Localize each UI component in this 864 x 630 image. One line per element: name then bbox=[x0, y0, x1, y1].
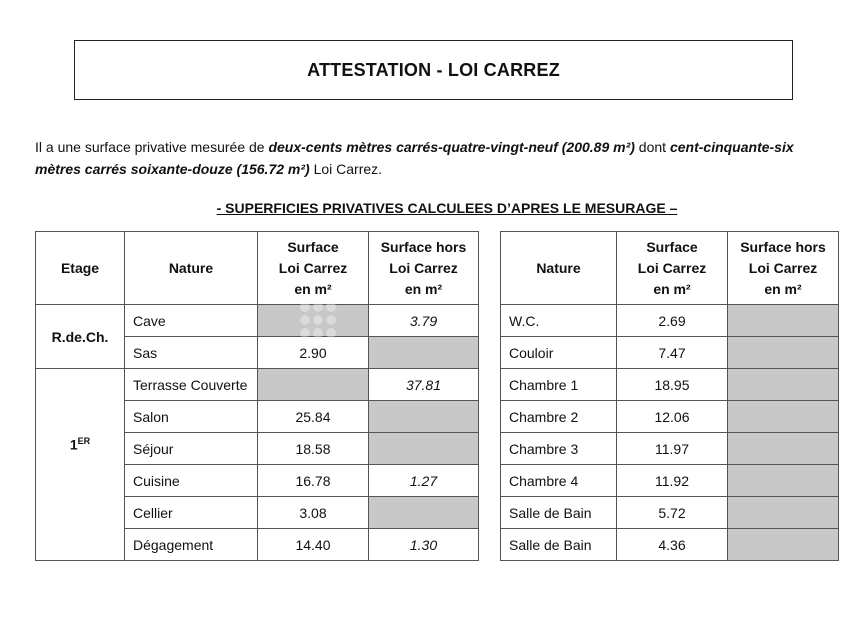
intro-total-surface: deux-cents mètres carrés-quatre-vingt-neuf (200.89 m²) bbox=[268, 139, 635, 155]
room-name: W.C. bbox=[501, 305, 617, 337]
table-row bbox=[501, 401, 839, 433]
left-surface-table bbox=[35, 231, 479, 561]
hors-value bbox=[728, 433, 839, 465]
hors-value bbox=[728, 337, 839, 369]
header-nature: Nature bbox=[125, 232, 258, 305]
hors-value: 1.30 bbox=[369, 529, 479, 561]
intro-paragraph bbox=[35, 136, 825, 180]
carrez-value: 11.97 bbox=[617, 433, 728, 465]
header-nature: Nature bbox=[501, 232, 617, 305]
table-row bbox=[501, 337, 839, 369]
room-name: Cellier bbox=[125, 497, 258, 529]
header-surface-hors: Surface hors Loi Carrez en m² bbox=[369, 232, 479, 305]
hors-value bbox=[369, 337, 479, 369]
carrez-value: 7.47 bbox=[617, 337, 728, 369]
hors-value bbox=[728, 369, 839, 401]
room-name: Chambre 3 bbox=[501, 433, 617, 465]
room-name: Salon bbox=[125, 401, 258, 433]
carrez-value: 16.78 bbox=[258, 465, 369, 497]
hors-value bbox=[728, 401, 839, 433]
floor-first: 1ER bbox=[36, 369, 125, 561]
carrez-value: 5.72 bbox=[617, 497, 728, 529]
hors-value: 1.27 bbox=[369, 465, 479, 497]
hors-value bbox=[728, 465, 839, 497]
document-title: ATTESTATION - LOI CARREZ bbox=[307, 59, 560, 80]
header-surface-hors: Surface hors Loi Carrez en m² bbox=[728, 232, 839, 305]
hors-value bbox=[728, 305, 839, 337]
header-etage: Etage bbox=[36, 232, 125, 305]
hors-value bbox=[369, 433, 479, 465]
hors-value: 37.81 bbox=[369, 369, 479, 401]
header-surface-carrez: Surface Loi Carrez en m² bbox=[258, 232, 369, 305]
section-subheading: - SUPERFICIES PRIVATIVES CALCULEES D’APRES LE MESURAGE – bbox=[216, 200, 678, 216]
intro-text-3: Loi Carrez. bbox=[309, 161, 383, 177]
room-name: Salle de Bain bbox=[501, 497, 617, 529]
table-row bbox=[36, 369, 479, 401]
hors-value bbox=[728, 497, 839, 529]
room-name: Dégagement bbox=[125, 529, 258, 561]
table-row bbox=[501, 369, 839, 401]
room-name: Cuisine bbox=[125, 465, 258, 497]
hors-value bbox=[728, 529, 839, 561]
carrez-value: 2.69 bbox=[617, 305, 728, 337]
room-name: Terrasse Couverte bbox=[125, 369, 258, 401]
carrez-value: 14.40 bbox=[258, 529, 369, 561]
room-name: Chambre 4 bbox=[501, 465, 617, 497]
left-header-row bbox=[36, 232, 479, 305]
table-row bbox=[501, 465, 839, 497]
carrez-value: 25.84 bbox=[258, 401, 369, 433]
floor-rdc: R.de.Ch. bbox=[36, 305, 125, 369]
room-name: Chambre 1 bbox=[501, 369, 617, 401]
right-surface-table bbox=[500, 231, 839, 561]
hors-value bbox=[369, 497, 479, 529]
intro-text-1: Il a une surface privative mesurée de bbox=[35, 139, 269, 155]
carrez-value: 3.08 bbox=[258, 497, 369, 529]
hors-value: 3.79 bbox=[369, 305, 479, 337]
room-name: Salle de Bain bbox=[501, 529, 617, 561]
table-row bbox=[501, 305, 839, 337]
carrez-value: 4.36 bbox=[617, 529, 728, 561]
room-name: Séjour bbox=[125, 433, 258, 465]
table-row bbox=[501, 433, 839, 465]
carrez-value bbox=[258, 305, 369, 337]
carrez-value: 2.90 bbox=[258, 337, 369, 369]
room-name: Sas bbox=[125, 337, 258, 369]
table-row bbox=[36, 305, 479, 337]
table-row bbox=[501, 497, 839, 529]
room-name: Cave bbox=[125, 305, 258, 337]
table-row bbox=[501, 529, 839, 561]
header-surface-carrez: Surface Loi Carrez en m² bbox=[617, 232, 728, 305]
right-header-row bbox=[501, 232, 839, 305]
intro-carrez-surface: cent-cinquante-six mètres carrés soixante-douze (156.72 m²) bbox=[35, 139, 794, 177]
room-name: Chambre 2 bbox=[501, 401, 617, 433]
carrez-value: 18.95 bbox=[617, 369, 728, 401]
carrez-value: 11.92 bbox=[617, 465, 728, 497]
intro-text-2: dont bbox=[634, 139, 670, 155]
room-name: Couloir bbox=[501, 337, 617, 369]
carrez-value bbox=[258, 369, 369, 401]
hors-value bbox=[369, 401, 479, 433]
title-box bbox=[74, 40, 793, 100]
carrez-value: 12.06 bbox=[617, 401, 728, 433]
carrez-value: 18.58 bbox=[258, 433, 369, 465]
